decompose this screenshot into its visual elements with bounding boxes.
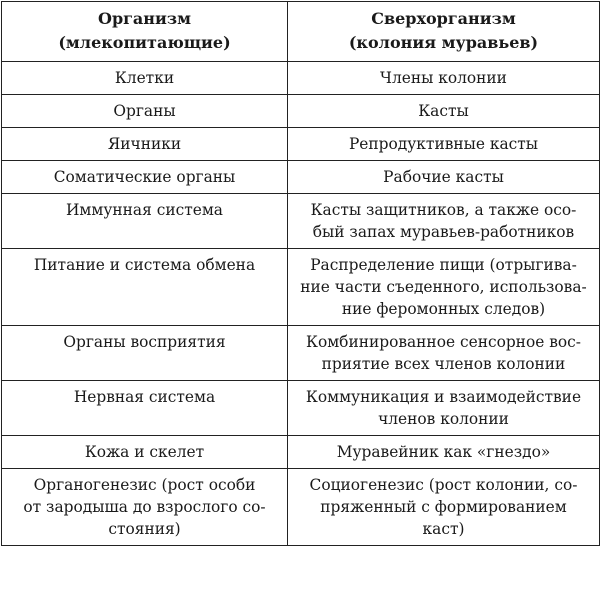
cell-text: от зародыша до взрослого со- [23,498,266,516]
organism-cell [2,469,288,546]
comparison-table [1,1,600,546]
superorganism-cell [288,95,600,128]
cell-text: Кожа и скелет [84,443,205,461]
cell-text: членов колонии [378,410,509,428]
superorganism-cell [288,249,600,326]
cell-text: приятие всех членов колонии [321,355,566,373]
cell-text: Рабочие касты [383,168,504,186]
cell-text: Муравейник как «гнездо» [336,443,551,461]
organism-cell [2,194,288,249]
cell-text: ние феромонных следов) [341,300,546,318]
organism-cell [2,95,288,128]
cell-text: Органогенезис (рост особи [33,476,256,494]
cell-text: бый запах муравьев-работников [312,223,575,241]
cell-text: Касты защитников, а также осо- [310,201,577,219]
superorganism-cell [288,436,600,469]
organism-cell [2,249,288,326]
organism-cell [2,128,288,161]
table-row [2,381,600,436]
table-row [2,194,600,249]
cell-text: стояния) [108,520,181,538]
cell-text: Органы [113,102,176,120]
cell-text: каст) [422,520,465,538]
cell-text: Яичники [107,135,182,153]
cell-text: ние части съеденного, использова- [300,278,587,296]
cell-text: Коммуникация и взаимодействие [305,388,582,406]
cell-text: Соматические органы [53,168,236,186]
cell-text: Репродуктивные касты [348,135,539,153]
cell-text: пряженный с формированием [320,498,567,516]
superorganism-cell [288,62,600,95]
header-left-line: Организм [98,9,191,28]
cell-text: Нервная система [73,388,216,406]
table-row [2,95,600,128]
cell-text: Органы восприятия [63,333,226,351]
cell-text: Социогенезис (рост колонии, со- [309,476,578,494]
header-organism [2,2,288,62]
cell-text: Члены колонии [380,69,507,87]
superorganism-cell [288,194,600,249]
cell-text: Иммунная система [66,201,223,219]
cell-text: Касты [418,102,469,120]
organism-cell [2,326,288,381]
table-row [2,62,600,95]
table-row [2,128,600,161]
table-row [2,249,600,326]
organism-cell [2,436,288,469]
organism-cell [2,62,288,95]
table-row [2,326,600,381]
cell-text: Комбинированное сенсорное вос- [306,333,581,351]
header-row [2,2,600,62]
superorganism-cell [288,161,600,194]
organism-cell [2,381,288,436]
table-row [2,161,600,194]
cell-text: Питание и система обмена [33,256,256,274]
superorganism-cell [288,469,600,546]
superorganism-cell [288,326,600,381]
cell-text: Клетки [114,69,175,87]
superorganism-cell [288,128,600,161]
table-row [2,469,600,546]
header-right-line: (колония муравьев) [348,33,539,52]
header-left-line: (млекопитающие) [58,33,231,52]
cell-text: Распределение пищи (отрыгива- [310,256,577,274]
organism-cell [2,161,288,194]
table-row [2,436,600,469]
header-superorganism [288,2,600,62]
header-right-line: Сверхорганизм [371,9,516,28]
superorganism-cell [288,381,600,436]
